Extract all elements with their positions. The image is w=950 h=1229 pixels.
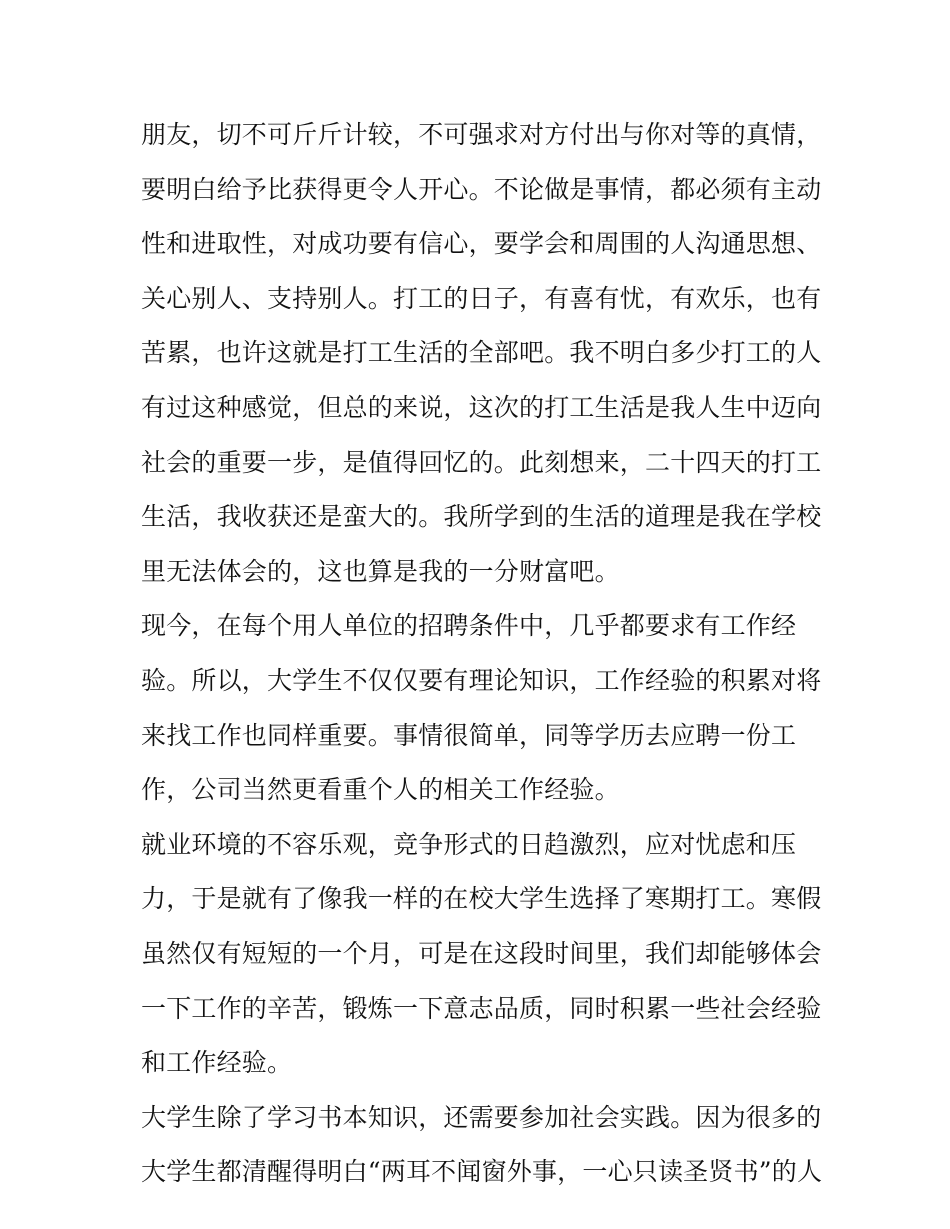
text-line: 要明白给予比获得更令人开心。不论做是事情，都必须有主动 (141, 174, 822, 204)
text-line: 来找工作也同样重要。事情很简单，同等学历去应聘一份工 (141, 720, 797, 750)
text-line: 有过这种感觉，但总的来说，这次的打工生活是我人生中迈向 (141, 392, 822, 422)
text-line: 就业环境的不容乐观，竞争形式的日趋激烈，应对忧虑和压 (141, 829, 797, 859)
text-line: 社会的重要一步，是值得回忆的。此刻想来，二十四天的打工 (141, 447, 822, 477)
text-line: 现今，在每个用人单位的招聘条件中，几乎都要求有工作经 (141, 611, 797, 641)
text-line: 里无法体会的，这也算是我的一分财富吧。 (141, 556, 620, 586)
text-line: 生活，我收获还是蛮大的。我所学到的生活的道理是我在学校 (141, 502, 822, 532)
text-line: 一下工作的辛苦，锻炼一下意志品质，同时积累一些社会经验 (141, 993, 822, 1023)
text-line: 力，于是就有了像我一样的在校大学生选择了寒期打工。寒假 (141, 884, 822, 914)
text-line: 虽然仅有短短的一个月，可是在这段时间里，我们却能够体会 (141, 938, 822, 968)
text-line: 作，公司当然更看重个人的相关工作经验。 (141, 775, 620, 805)
text-line: 和工作经验。 (141, 1048, 293, 1078)
text-line: 苦累，也许这就是打工生活的全部吧。我不明白多少打工的人 (141, 338, 822, 368)
text-line: 关心别人、支持别人。打工的日子，有喜有忧，有欢乐，也有 (141, 283, 822, 313)
text-line: 大学生除了学习书本知识，还需要参加社会实践。因为很多的 (141, 1102, 822, 1132)
text-line: 验。所以，大学生不仅仅要有理论知识，工作经验的积累对将 (141, 665, 822, 695)
document-body (141, 108, 823, 1200)
text-line: 大学生都清醒得明白“两耳不闻窗外事，一心只读圣贤书”的人 (141, 1157, 823, 1187)
text-line: 朋友，切不可斤斤计较，不可强求对方付出与你对等的真情， (141, 120, 822, 149)
text-line: 性和进取性，对成功要有信心，要学会和周围的人沟通思想、 (141, 229, 822, 259)
